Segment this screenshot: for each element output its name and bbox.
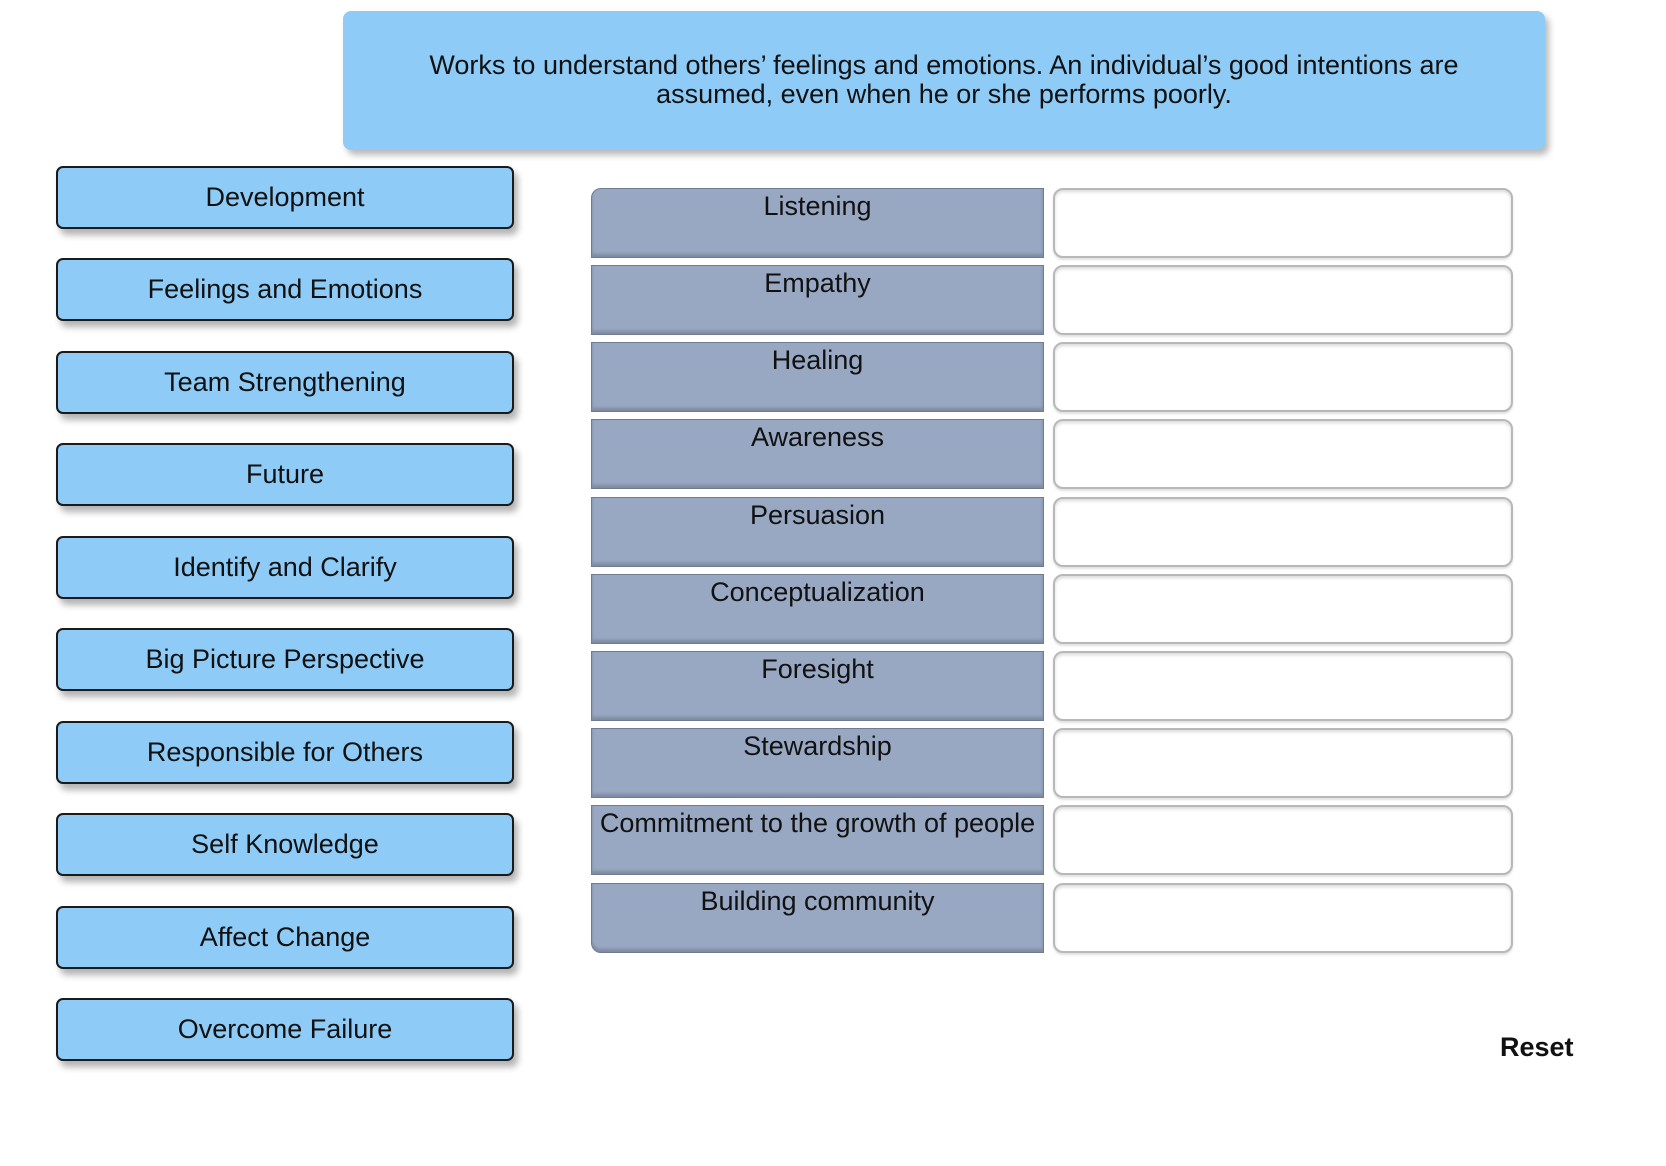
drop-slot[interactable]	[1053, 265, 1513, 335]
term-label: Empathy	[591, 265, 1044, 335]
choice-card[interactable]	[56, 258, 514, 321]
drop-slot[interactable]	[1053, 497, 1513, 567]
choice-card[interactable]	[56, 906, 514, 969]
choice-label: Affect Change	[199, 922, 371, 952]
term-label: Listening	[591, 188, 1044, 258]
choice-label: Identify and Clarify	[173, 552, 397, 582]
choice-card[interactable]	[56, 166, 514, 229]
term-label: Conceptualization	[591, 574, 1044, 644]
term-label: Building community	[591, 883, 1044, 953]
reset-button[interactable]: Reset	[1500, 1032, 1574, 1062]
term-label: Commitment to the growth of people	[591, 805, 1044, 875]
drop-slot[interactable]	[1053, 419, 1513, 489]
choice-label: Development	[205, 182, 365, 212]
choice-label: Team Strengthening	[164, 367, 406, 397]
drop-slot[interactable]	[1053, 728, 1513, 798]
prompt-text: Works to understand others’ feelings and emotions. An individual’s good intentions are assumed, even when he or she performs poorly.	[429, 50, 1459, 109]
term-label: Healing	[591, 342, 1044, 412]
choice-card[interactable]	[56, 628, 514, 691]
term-label: Stewardship	[591, 728, 1044, 798]
choice-label: Overcome Failure	[177, 1014, 393, 1044]
drop-slot[interactable]	[1053, 188, 1513, 258]
choice-label: Future	[245, 459, 325, 489]
choice-card[interactable]	[56, 536, 514, 599]
choice-card[interactable]	[56, 443, 514, 506]
choice-label: Feelings and Emotions	[147, 274, 423, 304]
drop-slot[interactable]	[1053, 342, 1513, 412]
drop-slot[interactable]	[1053, 805, 1513, 875]
choice-card[interactable]	[56, 813, 514, 876]
prompt-card	[343, 11, 1545, 150]
choice-label: Self Knowledge	[191, 829, 379, 859]
choice-label: Responsible for Others	[146, 737, 424, 767]
choice-card[interactable]	[56, 721, 514, 784]
choice-card[interactable]	[56, 998, 514, 1061]
choice-label: Big Picture Perspective	[145, 644, 425, 674]
drop-slot[interactable]	[1053, 651, 1513, 721]
term-label: Persuasion	[591, 497, 1044, 567]
choice-card[interactable]	[56, 351, 514, 414]
term-label: Foresight	[591, 651, 1044, 721]
drop-slot[interactable]	[1053, 574, 1513, 644]
drop-slot[interactable]	[1053, 883, 1513, 953]
term-label: Awareness	[591, 419, 1044, 489]
